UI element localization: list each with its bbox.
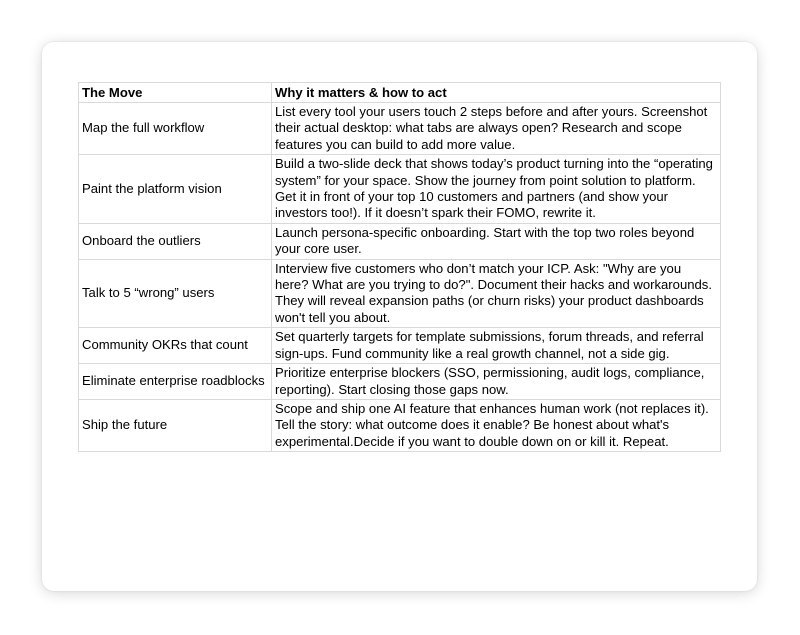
table-row — [79, 155, 721, 224]
why-cell: Set quarterly targets for template submissions, forum threads, and referral sign-ups. Fund community like a real growth channel, not a side gig. — [272, 328, 721, 364]
column-header-why: Why it matters & how to act — [272, 83, 721, 103]
table-row — [79, 364, 721, 400]
table-row — [79, 223, 721, 259]
column-header-move: The Move — [79, 83, 272, 103]
why-cell: Build a two-slide deck that shows today’s product turning into the “operating system” for your space. Show the journey from point solution to platform. Get it in front of your top 10 customers and partners (and show your investors too!). If it doesn’t spark their FOMO, rewrite it. — [272, 155, 721, 224]
table-row — [79, 103, 721, 155]
why-cell: Scope and ship one AI feature that enhances human work (not replaces it). Tell the story: what outcome does it enable? Be honest about what's experimental.Decide if you want to double down on or kill it. Repeat. — [272, 399, 721, 451]
why-cell: List every tool your users touch 2 steps before and after yours. Screenshot their actual desktop: what tabs are always open? Research and scope features you can build to add more value. — [272, 103, 721, 155]
table-row — [79, 399, 721, 451]
table-header-row — [79, 83, 721, 103]
table-row — [79, 259, 721, 328]
move-cell: Eliminate enterprise roadblocks — [79, 364, 272, 400]
why-cell: Prioritize enterprise blockers (SSO, permissioning, audit logs, compliance, reporting). Start closing those gaps now. — [272, 364, 721, 400]
why-cell: Interview five customers who don’t match your ICP. Ask: "Why are you here? What are you trying to do?". Document their hacks and workarounds. They will reveal expansion paths (or churn risks) your product dashboards won't tell you about. — [272, 259, 721, 328]
why-cell: Launch persona-specific onboarding. Start with the top two roles beyond your core user. — [272, 223, 721, 259]
document-card — [42, 42, 757, 591]
move-cell: Talk to 5 “wrong” users — [79, 259, 272, 328]
table-row — [79, 328, 721, 364]
move-cell: Ship the future — [79, 399, 272, 451]
move-cell: Community OKRs that count — [79, 328, 272, 364]
moves-table — [78, 82, 721, 452]
move-cell: Onboard the outliers — [79, 223, 272, 259]
move-cell: Map the full workflow — [79, 103, 272, 155]
move-cell: Paint the platform vision — [79, 155, 272, 224]
